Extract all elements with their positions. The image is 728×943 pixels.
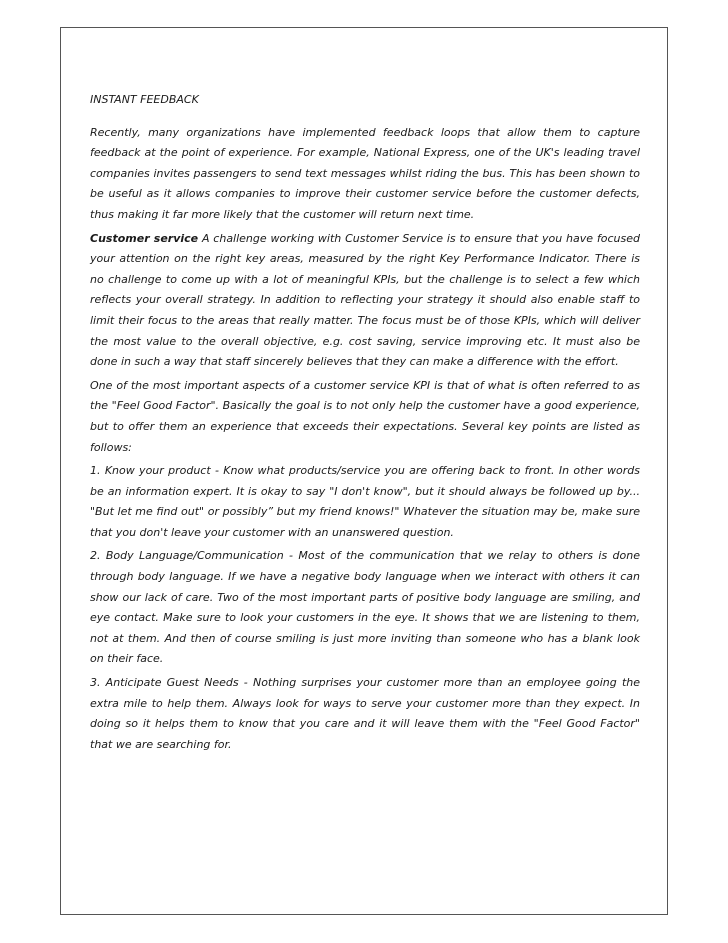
paragraph-text: 2. Body Language/Communication - Most of the communication that we relay to others is done through body language. If we have a negative body language when we interact with others it can show our lack of care. Two of the most important parts of positive body language are smiling, and eye contact. Make sure to look your customers in the eye. It shows that we are listening to them, not at them. And then of course smiling is just more inviting than someone who has a blank look on their face.: [90, 549, 640, 666]
paragraph-text: One of the most important aspects of a customer service KPI is that of what is often referred to as the "Feel Good Factor". Basically the goal is to not only help the customer have a good experience, but to offer them an experience that exceeds their expectations. Several key points are listed as follows:: [90, 378, 640, 454]
paragraph-text: 3. Anticipate Guest Needs - Nothing surprises your customer more than an employee going the extra mile to help them. Always look for ways to serve your customer more than they expect. In doing so it helps them to know that you care and it will leave them with the "Feel Good Factor" that we are searching for.: [90, 676, 640, 751]
paragraph-text: Recently, many organizations have implemented feedback loops that allow them to capture feedback at the point of experience. For example, National Express, one of the UK's leading travel companies invites passengers to send text messages whilst riding the bus. This has been shown to be useful as it allows companies to improve their customer service before the customer defects, thus making it far more likely that the customer will return next time.: [90, 125, 640, 221]
paragraph-text: A challenge working with Customer Service is to ensure that you have focused your attention on the right key areas, measured by the right Key Performance Indicator. There is no challenge to come up with a lot of meaningful KPIs, but the challenge is to select a few which reflects your overall strategy. In addition to reflecting your strategy it should also enable staff to limit their focus to the areas that really matter. The focus must be of those KPIs, which will deliver the most value to the overall objective, e.g. cost saving, service improving etc. It must also be done in such a way that staff sincerely believes that they can make a difference with the effort.: [90, 231, 640, 369]
paragraph-feel-good-factor: [90, 376, 640, 458]
paragraph-customer-service: [90, 229, 640, 373]
paragraph-lead-bold: Customer service: [90, 231, 199, 245]
list-item-know-your-product: [90, 461, 640, 543]
paragraph-text: 1. Know your product - Know what products/service you are offering back to front. In other words be an information expert. It is okay to say "I don't know", but it should always be followed up by... "But let me find out" or possibly” but my friend knows!" Whatever the situation may be, make sure that you don't leave your customer with an unanswered question.: [90, 464, 640, 539]
list-item-anticipate-needs: [90, 673, 640, 755]
paragraph-instant-feedback: [90, 123, 640, 226]
document-heading: INSTANT FEEDBACK: [90, 93, 199, 106]
document-body: [90, 90, 640, 758]
list-item-body-language: [90, 546, 640, 670]
